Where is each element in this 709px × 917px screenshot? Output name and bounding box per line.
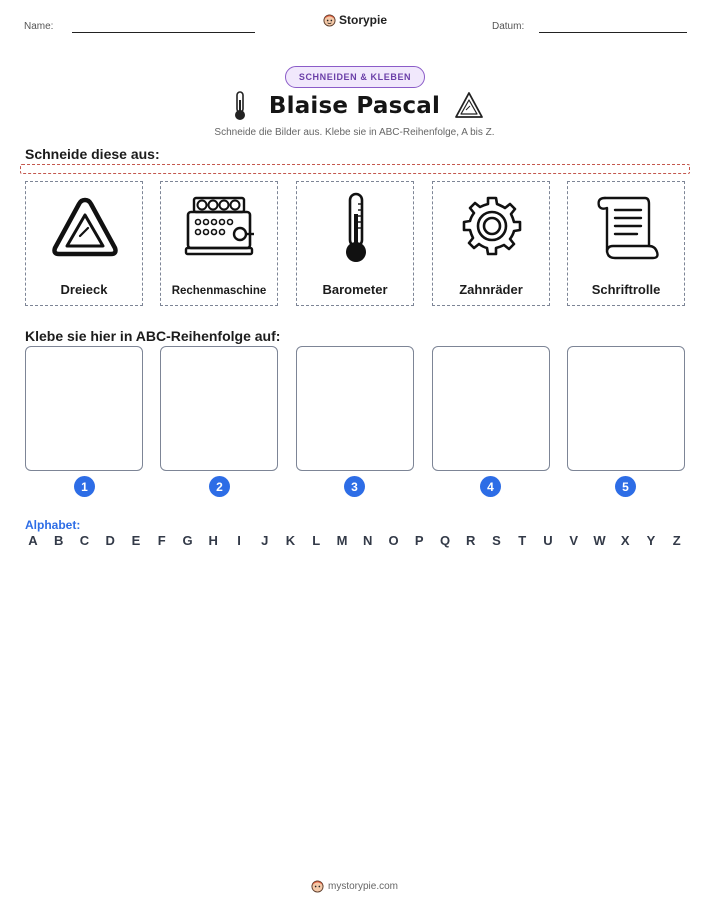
storypie-logo-icon	[311, 880, 324, 893]
alphabet-letter: P	[414, 533, 424, 548]
number-badge-3: 3	[344, 476, 365, 497]
cut-label: Zahnräder	[459, 282, 523, 297]
alphabet-letter: M	[336, 533, 348, 548]
page-title: Blaise Pascal	[268, 93, 441, 119]
cut-card-dreieck[interactable]	[25, 181, 143, 306]
footer	[0, 880, 709, 893]
brand-logo	[323, 13, 387, 27]
paste-box-1[interactable]	[25, 346, 143, 471]
triangle-icon	[45, 188, 125, 268]
brand-name: Storypie	[339, 13, 388, 27]
storypie-logo-icon	[323, 14, 336, 27]
alphabet-letter: S	[492, 533, 501, 548]
alphabet-letter: B	[54, 533, 64, 548]
thermometer-icon	[225, 90, 255, 122]
alphabet-letter: W	[593, 533, 606, 548]
paste-box-4[interactable]	[432, 346, 550, 471]
gear-icon	[452, 188, 532, 268]
number-badge-1: 1	[74, 476, 95, 497]
alphabet-letter: Y	[646, 533, 656, 548]
cut-label: Rechenmaschine	[171, 285, 267, 297]
paste-box-3[interactable]	[296, 346, 414, 471]
alphabet-letter: I	[237, 533, 241, 548]
date-line[interactable]	[539, 32, 687, 33]
alphabet-letter: U	[543, 533, 553, 548]
title-row	[0, 90, 709, 122]
alphabet-letter: C	[79, 533, 90, 548]
cut-label: Barometer	[322, 282, 388, 297]
date-label: Datum:	[492, 21, 525, 32]
number-badge-4: 4	[480, 476, 501, 497]
alphabet-letter: G	[182, 533, 193, 548]
cut-card-zahnraeder[interactable]	[432, 181, 550, 306]
cut-card-barometer[interactable]	[296, 181, 414, 306]
alphabet-letter: D	[105, 533, 115, 548]
triangle-icon	[454, 90, 484, 122]
instructions: Schneide die Bilder aus. Klebe sie in ABC-Reihenfolge, A bis Z.	[214, 127, 495, 138]
cut-section-title: Schneide diese aus:	[25, 146, 160, 162]
alphabet-row	[25, 533, 685, 548]
alphabet-letter: Q	[439, 533, 451, 548]
alphabet-letter: T	[518, 533, 527, 548]
alphabet-letter: H	[208, 533, 218, 548]
alphabet-title: Alphabet:	[25, 518, 81, 532]
number-badge-2: 2	[209, 476, 230, 497]
name-line[interactable]	[72, 32, 255, 33]
alphabet-letter: E	[131, 533, 141, 548]
thermometer-icon	[316, 188, 396, 268]
cut-card-schriftrolle[interactable]	[567, 181, 685, 306]
alphabet-letter: K	[285, 533, 296, 548]
paste-box-2[interactable]	[160, 346, 278, 471]
footer-url[interactable]: mystorypie.com	[327, 881, 398, 892]
number-badge-5: 5	[615, 476, 636, 497]
cut-label: Schriftrolle	[591, 282, 661, 297]
cut-line	[20, 164, 690, 174]
cut-label: Dreieck	[60, 282, 108, 297]
alphabet-letter: X	[620, 533, 630, 548]
scroll-icon	[587, 188, 667, 268]
paste-box-5[interactable]	[567, 346, 685, 471]
alphabet-letter: R	[466, 533, 476, 548]
alphabet-letter: L	[312, 533, 321, 548]
alphabet-letter: V	[569, 533, 579, 548]
alphabet-letter: J	[261, 533, 269, 548]
alphabet-letter: F	[157, 533, 166, 548]
alphabet-letter: N	[363, 533, 373, 548]
alphabet-letter: Z	[672, 533, 681, 548]
paste-section-title: Klebe sie hier in ABC-Reihenfolge auf:	[25, 328, 281, 344]
name-label: Name:	[24, 21, 54, 32]
cut-card-rechenmaschine[interactable]	[160, 181, 278, 306]
alphabet-letter: O	[388, 533, 399, 548]
activity-badge: SCHNEIDEN & KLEBEN	[285, 66, 425, 88]
calculator-machine-icon	[180, 188, 260, 268]
alphabet-letter: A	[28, 533, 38, 548]
